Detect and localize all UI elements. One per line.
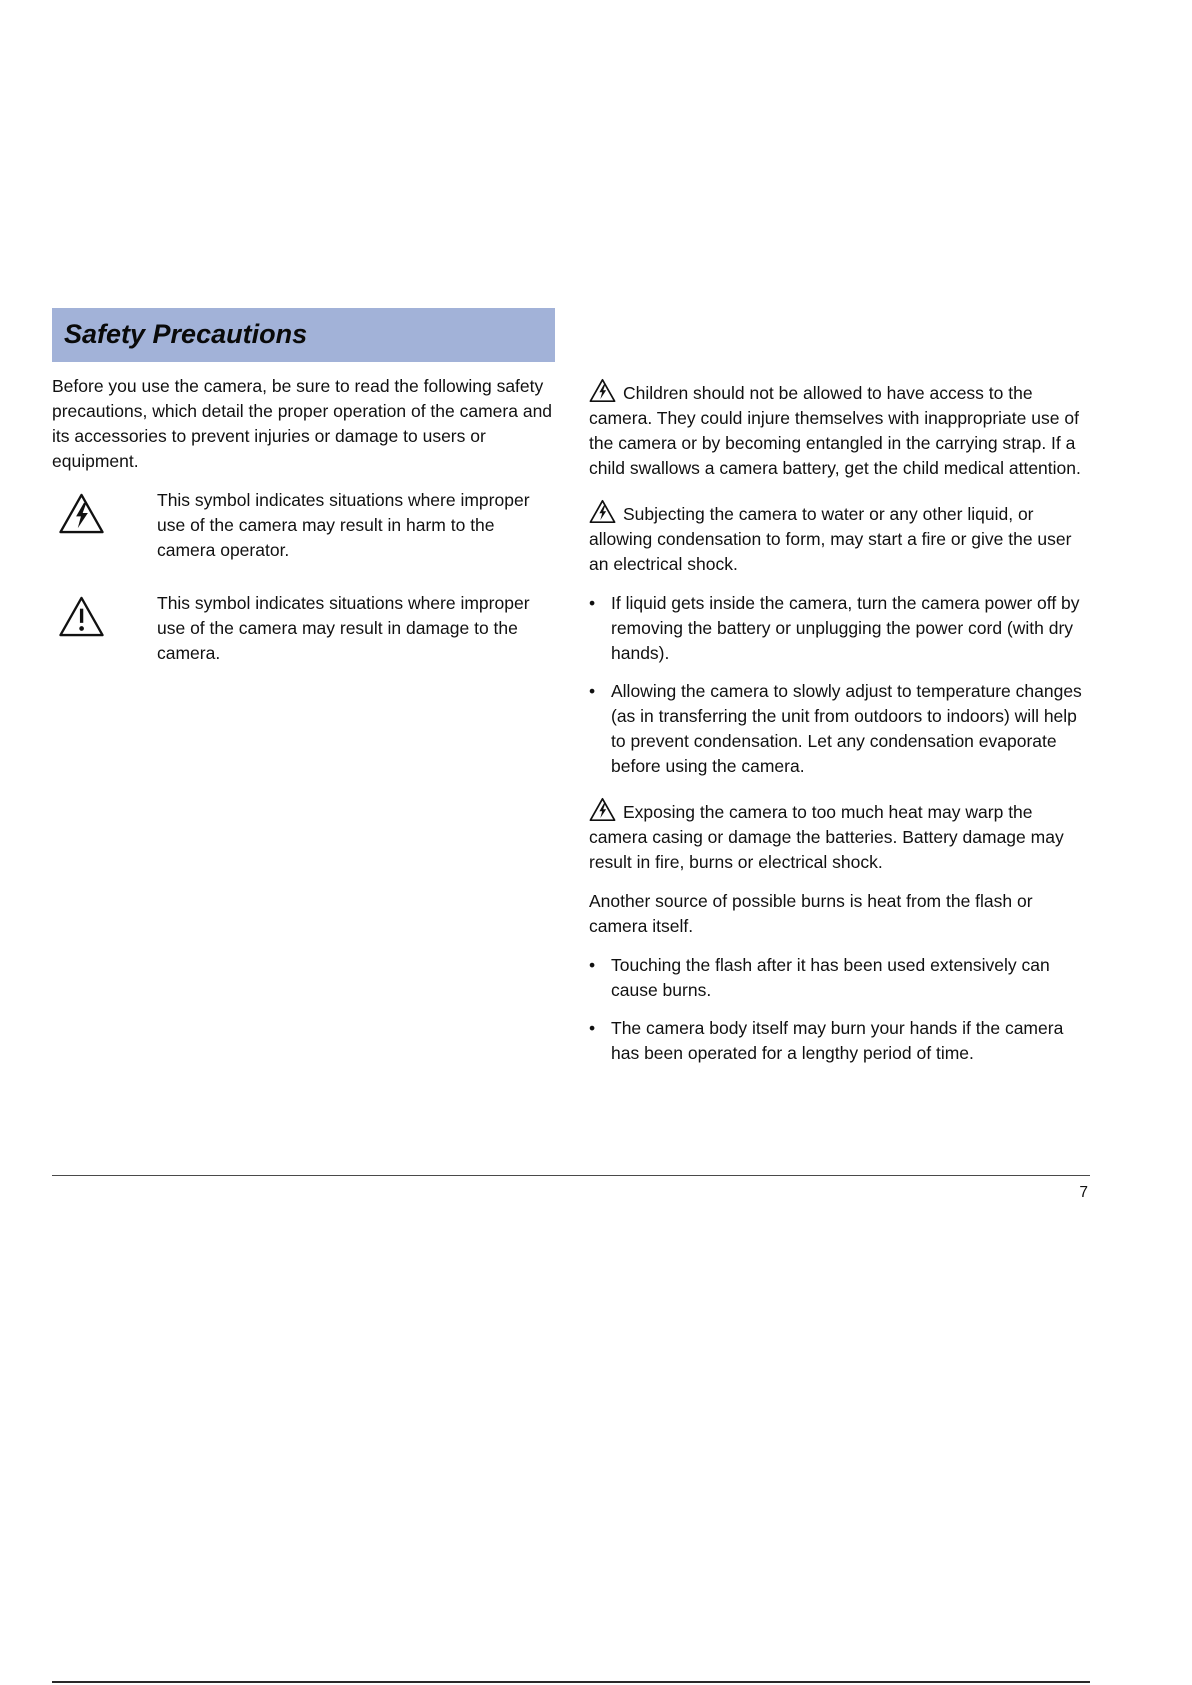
warning-children-text: Children should not be allowed to have access to the camera. They could injure themselves with inappropriate use of the camera or by becoming entangled in the carrying strap. If a child swallows a camera battery, get the child medical attention. <box>589 383 1081 478</box>
list-item <box>589 1016 1092 1066</box>
symbol-legend-operator <box>52 488 555 577</box>
bullet-icon: • <box>589 681 596 701</box>
bullet-text: Touching the flash after it has been used extensively can cause burns. <box>611 955 1050 1000</box>
symbol-legend-damage <box>52 591 555 680</box>
lightning-triangle-icon <box>589 499 616 524</box>
bullet-text: Allowing the camera to slowly adjust to temperature changes (as in transferring the unit from outdoors to indoors) will help to prevent condensation. Let any condensation evaporate before using the camera. <box>611 681 1082 776</box>
warning-paragraph-liquid <box>589 499 1092 577</box>
warning-heat-text: Exposing the camera to too much heat may warp the camera casing or damage the batteries. Battery damage may result in fire, burns or electrical shock. <box>589 802 1064 872</box>
bullet-icon: • <box>589 955 596 975</box>
right-column <box>589 308 1092 1079</box>
exclamation-triangle-icon <box>52 591 157 680</box>
bullet-icon: • <box>589 1018 596 1038</box>
warning-paragraph-children <box>589 378 1092 481</box>
bullet-text: If liquid gets inside the camera, turn the camera power off by removing the battery or unplugging the power cord (with dry hands). <box>611 593 1080 663</box>
warning-liquid-text: Subjecting the camera to water or any other liquid, or allowing condensation to form, may start a fire or give the user an electrical shock. <box>589 504 1072 574</box>
left-column <box>52 308 555 1079</box>
lightning-triangle-icon <box>52 488 157 577</box>
list-item <box>589 591 1092 666</box>
page-number: 7 <box>1079 1184 1088 1201</box>
lightning-triangle-icon <box>589 797 616 822</box>
section-title-banner <box>52 308 555 362</box>
page-content <box>52 308 1092 1079</box>
lightning-triangle-icon <box>589 378 616 403</box>
page-title: Safety Precautions <box>64 319 308 349</box>
list-item <box>589 679 1092 779</box>
page-bottom-edge-line <box>52 1681 1090 1683</box>
symbol-legend-operator-text: This symbol indicates situations where improper use of the camera may result in harm to the camera operator. <box>157 490 530 560</box>
burns-paragraph: Another source of possible burns is heat from the flash or camera itself. <box>589 891 1033 936</box>
intro-paragraph: Before you use the camera, be sure to read the following safety precautions, which detail the proper operation of the camera and its accessories to prevent injuries or damage to users or equipment. <box>52 376 553 471</box>
footer-divider <box>52 1175 1090 1176</box>
bullet-icon: • <box>589 593 596 613</box>
bullet-text: The camera body itself may burn your hands if the camera has been operated for a lengthy period of time. <box>611 1018 1064 1063</box>
warning-paragraph-heat <box>589 797 1092 875</box>
list-item <box>589 953 1092 1003</box>
symbol-legend-damage-text: This symbol indicates situations where improper use of the camera may result in damage to the camera. <box>157 593 530 663</box>
